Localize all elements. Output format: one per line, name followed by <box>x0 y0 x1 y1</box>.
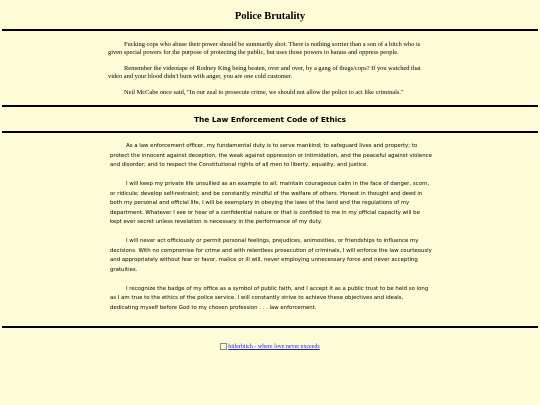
footer-link-text: hitlerbitch - where love never exceeds <box>228 343 320 350</box>
divider-after-code-heading <box>2 131 538 133</box>
code-section <box>110 142 432 313</box>
divider-before-code <box>2 105 538 107</box>
divider-top <box>2 29 538 31</box>
page-title: Police Brutality <box>234 11 306 22</box>
code-heading: The Law Enforcement Code of Ethics <box>193 115 347 124</box>
intro-paragraph-2: Remember the videotape of Rodney King being beaten, over and over, by a gang of thugs/cops? If you watched that video and your blood didn't burn with anger, you are one cold customer. <box>108 65 421 80</box>
code-paragraph-3: I will never act officiously or permit personal feelings, prejudices, animosities, or friendships to influence my decisions. With no compromise for crime and with relentless prosecution of criminals, I will enforce the law courteously and appropriately without fear or favor, malice or ill will, never employing unnecessary force and never accepting gratuities. <box>110 238 432 273</box>
intro-section <box>108 41 426 97</box>
intro-paragraph-3: Neil McCabe once said, "In our zeal to prosecute crime, we should not allow the police to act like criminals." <box>124 89 404 96</box>
code-paragraph-1: As a law enforcement officer, my fundamental duty is to serve mankind; to safeguard lives and property; to protect the innocent against deception, the weak against oppression or intimidation, and the peaceful against violence and disorder; and to respect the Constitutional rights of all men to liberty, equality, and justice. <box>110 143 432 168</box>
intro-paragraph-1: Fucking cops who abuse their power should be summarily shot. There is nothing sorrier than a son of a bitch who is given special powers for the purpose of protecting the public, but uses those powers to harass and oppress people. <box>108 41 421 56</box>
footer <box>0 343 540 350</box>
code-paragraph-4: I recognize the badge of my office as a symbol of public faith, and I accept it as a public trust to be held so long as I am true to the ethics of the police service. I will constantly strive to achieve these objectives and ideals, dedicating myself before God to my chosen profession . . . law enforcement. <box>110 285 429 311</box>
footer-banner-link[interactable] <box>220 344 319 350</box>
divider-bottom <box>2 326 538 328</box>
code-paragraph-2: I will keep my private life unsullied as an example to all; maintain courageous calm in the face of danger, scorn, or ridicule; develop self-restraint; and be constantly mindful of the welfare of others. Honest in thought and deed in both my personal and official life, I will be exemplary in obeying the laws of the land and the regulations of my department. Whatever I see or hear of a confidential nature or that is confided to me in my official capacity will be kept ever secret unless revelation is necessary in the performance of my duty. <box>110 181 430 225</box>
broken-image-icon <box>220 343 227 350</box>
